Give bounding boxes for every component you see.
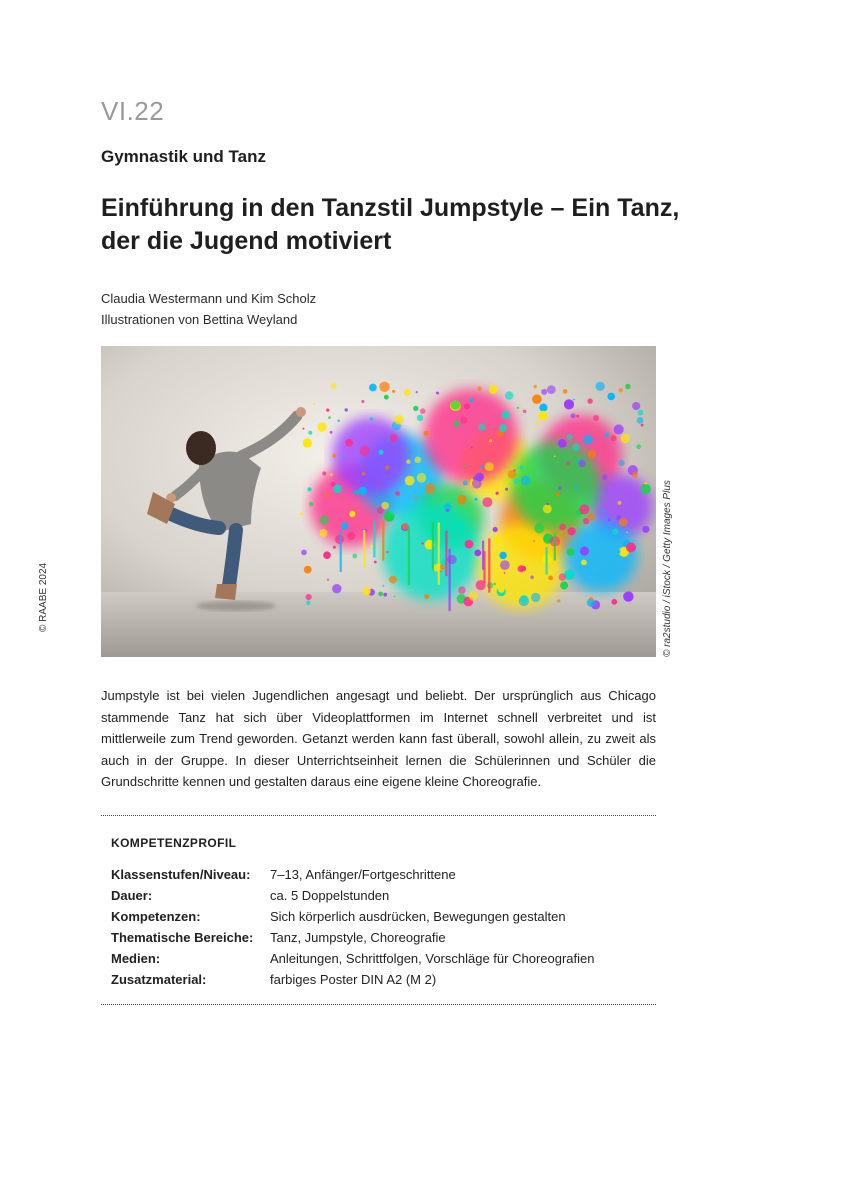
profile-value: farbiges Poster DIN A2 (M 2) <box>270 972 437 987</box>
page-title <box>101 192 681 258</box>
profile-row <box>111 927 651 948</box>
profile-row <box>111 885 651 906</box>
profile-label: Thematische Bereiche: <box>111 930 254 945</box>
author-block <box>101 288 316 330</box>
intro-paragraph: Jumpstyle ist bei vielen Jugendlichen angesagt und beliebt. Der ursprünglich aus Chicago stammende Tanz hat sich über Videoplattformen im Internet schnell verbreitet und ist mittlerweile zum Trend geworden. Getanzt werden kann fast überall, sowohl allein, zu zweit als auch in der Gruppe. In dieser Unterrichtseinheit lernen die Schülerinnen und Schüler die Grundschritte kennen und gestalten daraus eine eigene kleine Choreografie. <box>101 688 656 789</box>
copyright-note: © RAABE 2024 <box>38 562 49 632</box>
illustrator-line: Illustrationen von Bettina Weyland <box>101 312 298 327</box>
profile-heading: KOMPETENZPROFIL <box>111 836 237 850</box>
profile-value: Anleitungen, Schrittfolgen, Vorschläge für Choreografien <box>270 951 595 966</box>
authors-line: Claudia Westermann und Kim Scholz <box>101 291 317 306</box>
profile-row <box>111 948 651 969</box>
section-number: VI.22 <box>101 96 165 126</box>
profile-row <box>111 864 651 885</box>
profile-label: Kompetenzen: <box>111 909 201 924</box>
competence-profile-table <box>111 864 651 990</box>
profile-value: ca. 5 Doppelstunden <box>270 888 390 903</box>
profile-row <box>111 906 651 927</box>
photo-credit: © ra2studio / iStock / Getty Images Plus <box>662 480 673 657</box>
hero-image <box>101 346 656 657</box>
divider-top <box>101 815 656 816</box>
divider-bottom <box>101 1004 656 1005</box>
profile-label: Klassenstufen/Niveau: <box>111 867 251 882</box>
category-heading: Gymnastik und Tanz <box>101 147 266 166</box>
title-line-2: der die Jugend motiviert <box>101 227 392 255</box>
profile-row <box>111 969 651 990</box>
profile-label: Dauer: <box>111 888 153 903</box>
profile-label: Zusatzmaterial: <box>111 972 207 987</box>
profile-value: Tanz, Jumpstyle, Choreografie <box>270 930 446 945</box>
profile-value: 7–13, Anfänger/Fortgeschrittene <box>270 867 456 882</box>
floor <box>101 592 656 657</box>
profile-value: Sich körperlich ausdrücken, Bewegungen gestalten <box>270 909 566 924</box>
title-line-1: Einführung in den Tanzstil Jumpstyle – Ein Tanz, <box>101 194 680 222</box>
profile-label: Medien: <box>111 951 161 966</box>
